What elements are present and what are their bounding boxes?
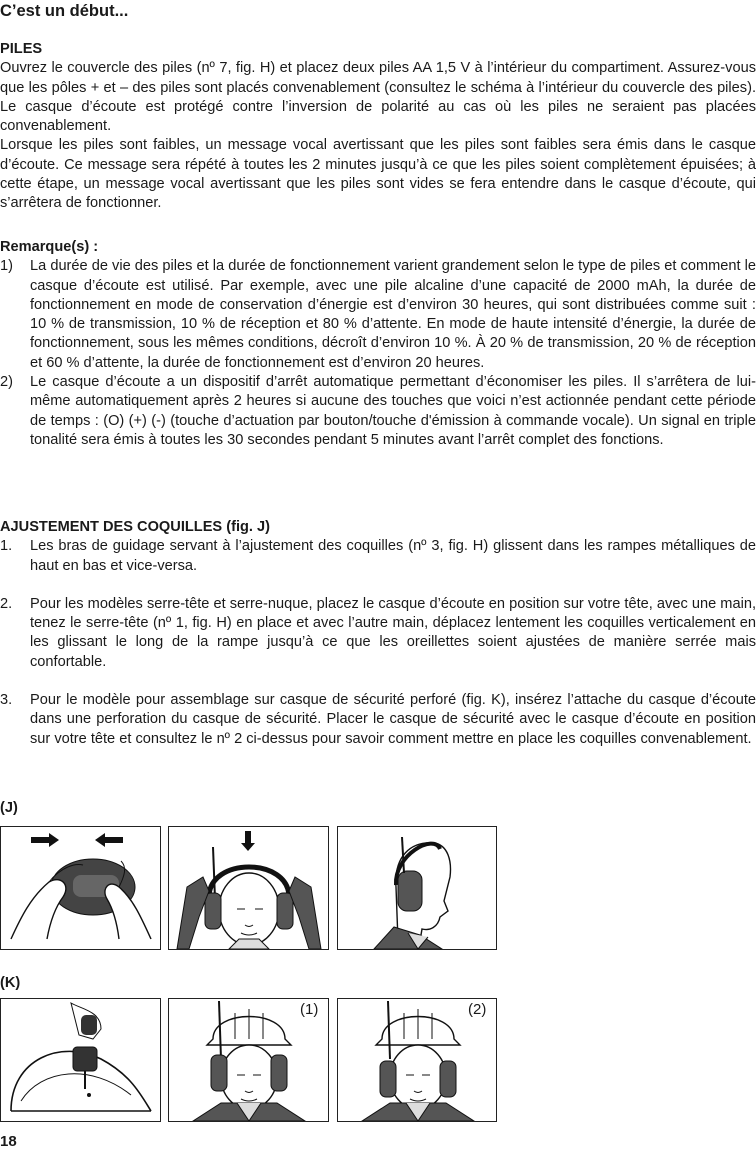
list-item-text: Pour les modèles serre-tête et serre-nuque, placez le casque d’écoute en position sur votre tête, avec une main, tenez le serre-tête (nº 1, fig. H) en place et avec l’autre main, déplacez lentement les coquilles verticalement en les glissant le long de la rampe jusqu’à ce que les oreillettes soient ajustées de manière serrée mais confortable. <box>30 595 756 670</box>
figure-k-caption-2: (2) <box>468 1001 487 1018</box>
list-spacer <box>0 672 756 691</box>
figure-k-helmet-attach-illustration <box>0 998 161 1122</box>
remarque-heading: Remarque(s) : <box>0 239 99 255</box>
list-item-number: 1) <box>0 258 13 275</box>
page-title: C’est un début... <box>0 2 129 20</box>
list-item <box>0 373 756 450</box>
figure-k-label: (K) <box>0 975 21 991</box>
ajustement-list <box>0 537 756 749</box>
list-item-number: 3. <box>0 692 13 709</box>
list-item-number: 1. <box>0 538 13 555</box>
figure-j-label: (J) <box>0 800 18 816</box>
list-item <box>0 537 756 576</box>
list-item-number: 2) <box>0 374 13 391</box>
ajustement-section <box>0 518 756 749</box>
list-item <box>0 691 756 749</box>
list-spacer <box>0 576 756 595</box>
piles-section <box>0 40 756 214</box>
ajustement-heading: AJUSTEMENT DES COQUILLES (fig. J) <box>0 519 270 535</box>
list-item <box>0 257 756 373</box>
piles-paragraph-1: Ouvrez le couvercle des piles (nº 7, fig. H) et placez deux piles AA 1,5 V à l’intérieur du compartiment. Assurez-vous que les pôles + et – des piles sont placés convenablement (consultez le schéma à l’intérieur du couvercle des piles). Le casque d’écoute est protégé contre l’inversion de polarité au cas où les piles ne seraient pas placées convenablement. <box>0 60 756 135</box>
list-item-text: La durée de vie des piles et la durée de fonctionnement varient grandement selon le type de piles et comment le casque d’écoute est utilisé. Par exemple, avec une pile alcaline d’une capacité de 2000 mAh, la durée de fonctionnement en mode de conservation d’énergie est d’environ 30 heures, qui sont distribuées comme suit : 10 % de transmission, 10 % de réception et 80 % d’attente. En mode de haute intensité d’énergie, la durée de fonctionnement, sous les mêmes conditions, décroît d’environ 10 %. À 20 % de transmission, 20 % de réception et 60 % d’attente, la durée de fonctionnement est d’environ 20 heures. <box>30 258 756 371</box>
piles-paragraph-2: Lorsque les piles sont faibles, un message vocal avertissant que les piles sont faibles sera émis dans le casque d’écoute. Ce message sera répété à toutes les 2 minutes jusqu’à ce que les piles soient complètement épuisées; à cette étape, un message vocal avertissant que les piles sont vides se fera entendre dans le casque d’écoute, qui s’arrêtera de fonctionner. <box>0 137 756 212</box>
figure-j-head-adjust-illustration <box>168 826 329 950</box>
list-item <box>0 595 756 672</box>
page-number: 18 <box>0 1133 17 1150</box>
piles-heading: PILES <box>0 41 43 57</box>
list-item-text: Les bras de guidage servant à l’ajustement des coquilles (nº 3, fig. H) glissent dans les rampes métalliques de haut en bas et vice-versa. <box>30 538 756 574</box>
list-item-number: 2. <box>0 595 13 612</box>
figure-j-profile-illustration <box>337 826 497 950</box>
remarque-list <box>0 257 756 450</box>
remarque-section <box>0 238 756 450</box>
list-item-text: Le casque d’écoute a un dispositif d’arrêt automatique permettant d’économiser les piles. Il s’arrêtera de lui-même automatiquement après 2 heures si aucune des touches que voici n’est actionnée pendant cette période de temps : (O) (+) (-) (touche d’actuation par bouton/touche d'émission à commande vocale). Un signal en triple tonalité sera émis à toutes les 30 secondes pendant 5 minutes avant l’arrêt complet des fonctions. <box>30 374 756 448</box>
figure-j-hands-illustration <box>0 826 161 950</box>
list-item-text: Pour le modèle pour assemblage sur casque de sécurité perforé (fig. K), insérez l’attache du casque d’écoute dans une perforation du casque de sécurité. Placer le casque de sécurité avec le casque d’écoute en position sur votre tête et consultez le nº 2 ci-dessus pour savoir comment mettre en place les coquilles convenablement. <box>30 692 756 747</box>
figure-k-caption-1: (1) <box>300 1001 319 1018</box>
